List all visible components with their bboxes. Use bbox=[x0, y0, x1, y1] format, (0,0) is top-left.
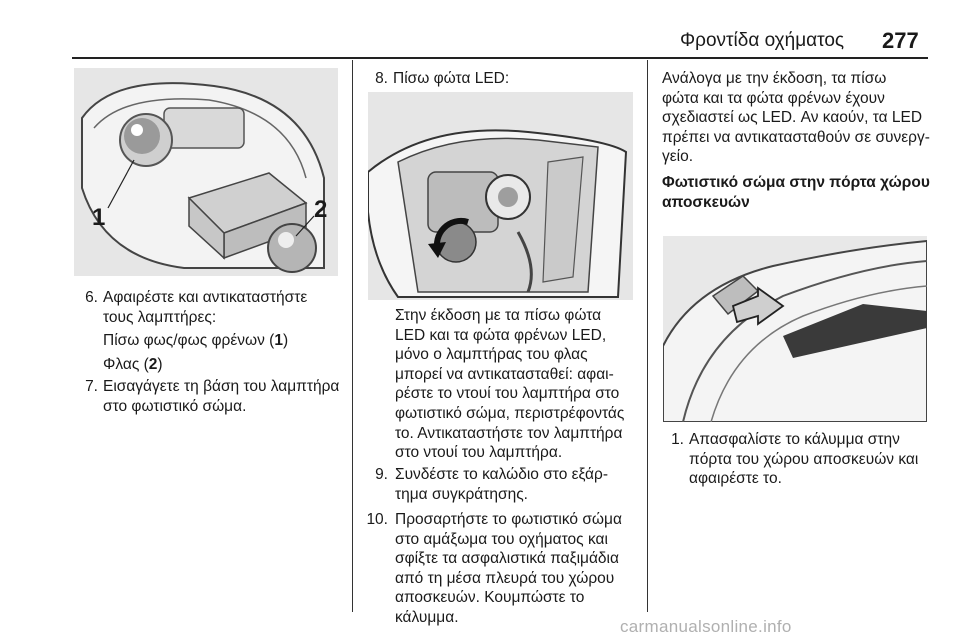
page-number: 277 bbox=[882, 28, 919, 53]
section-title: Φροντίδα οχήματος bbox=[680, 30, 845, 51]
column-divider bbox=[647, 60, 648, 612]
page-header bbox=[0, 0, 960, 60]
watermark: carmanualsonline.info bbox=[620, 617, 792, 636]
sub-item-indicator: Φλας (2) bbox=[103, 356, 163, 373]
intro-paragraph: Ανάλογα με την έκδοση, τα πίσω φώτα και τα φώτα φρένων έχουν σχεδιαστεί ως LED. Αν καούν, τα LED πρέπει να αντικατασταθούν σε συνεργ- γείο. bbox=[662, 70, 930, 166]
led-rear-light-figure bbox=[368, 92, 633, 300]
led-paragraph: Στην έκδοση με τα πίσω φώτα LED και τα φώτα φρένων LED, μόνο ο λαμπτήρας του φλας μπορεί να αντικατασταθεί: αφαι- ρέστε το ντουί του λαμπτήρα στο φωτιστικό σώμα, περιστρέφοντάς το. Αντικαταστήστε τον λαμπτήρα στο ντουί του λαμπτήρα. bbox=[395, 307, 625, 462]
callout-2: 2 bbox=[314, 196, 328, 223]
header-rule bbox=[72, 57, 928, 59]
bulb-holder-figure bbox=[74, 68, 338, 276]
tailgate-lamp-figure bbox=[663, 236, 927, 422]
sub-item-tail-light: Πίσω φως/φως φρένων (1) bbox=[103, 332, 289, 349]
section-heading: Φωτιστικό σώμα στην πόρτα χώρου αποσκευών bbox=[662, 174, 930, 211]
column-divider bbox=[352, 60, 353, 612]
callout-1: 1 bbox=[92, 204, 106, 231]
